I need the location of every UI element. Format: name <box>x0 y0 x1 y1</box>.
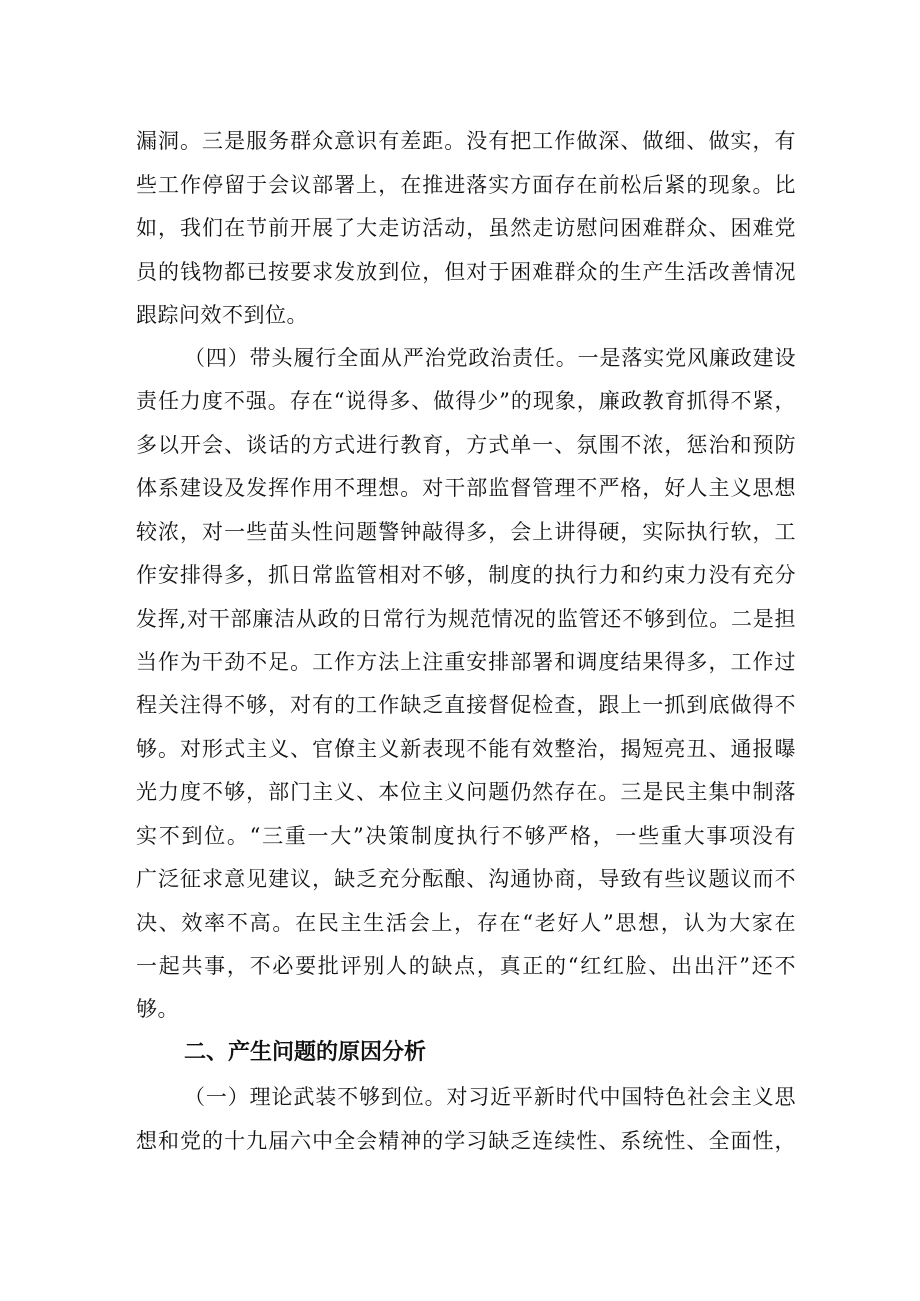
text-line: 够。对形式主义、官僚主义新表现不能有效整治，揭短亮丑、通报曝 <box>136 737 796 761</box>
text-line: 员的钱物都已按要求发放到位，但对于困难群众的生产生活改善情况 <box>136 260 796 284</box>
text-line: 决、效率不高。在民主生活会上，存在“老好人”思想，认为大家在 <box>136 911 796 935</box>
text-line: 当作为干劲不足。工作方法上注重安排部署和调度结果得多，工作过 <box>136 650 796 674</box>
text-line: 较浓，对一些苗头性问题警钟敲得多，会上讲得硬，实际执行软，工 <box>136 520 796 544</box>
text-line: 漏洞。三是服务群众意识有差距。没有把工作做深、做细、做实，有 <box>136 129 796 153</box>
text-line: （四）带头履行全面从严治党政治责任。一是落实党风廉政建设 <box>184 346 796 370</box>
text-line: 作安排得多，抓日常监管相对不够，制度的执行力和约束力没有充分 <box>136 563 796 587</box>
text-line: 发挥,对干部廉洁从政的日常行为规范情况的监管还不够到位。二是担 <box>136 607 796 631</box>
text-line: 够。 <box>136 997 179 1021</box>
text-line: 广泛征求意见建议，缺乏充分酝酿、沟通协商，导致有些议题议而不 <box>136 867 796 891</box>
text-line: 程关注得不够，对有的工作缺乏直接督促检查，跟上一抓到底做得不 <box>136 693 796 717</box>
text-line: 实不到位。“三重一大”决策制度执行不够严格，一些重大事项没有 <box>136 824 796 848</box>
text-line: 体系建设及发挥作用不理想。对干部监督管理不严格，好人主义思想 <box>136 476 796 500</box>
text-line: 一起共事，不必要批评别人的缺点，真正的“红红脸、出出汗”还不 <box>136 954 796 978</box>
text-line: 些工作停留于会议部署上，在推进落实方面存在前松后紧的现象。比 <box>136 173 796 197</box>
text-line: 多以开会、谈话的方式进行教育，方式单一、氛围不浓，惩治和预防 <box>136 433 796 457</box>
text-line: 跟踪问效不到位。 <box>136 303 308 327</box>
text-line: （一）理论武装不够到位。对习近平新时代中国特色社会主义思 <box>184 1085 796 1109</box>
text-line: 想和党的十九届六中全会精神的学习缺乏连续性、系统性、全面性， <box>136 1129 796 1153</box>
text-line: 如，我们在节前开展了大走访活动，虽然走访慰问困难群众、困难党 <box>136 216 796 240</box>
text-line: 光力度不够，部门主义、本位主义问题仍然存在。三是民主集中制落 <box>136 780 796 804</box>
section-heading: 二、产生问题的原因分析 <box>184 1040 427 1065</box>
text-line: 责任力度不强。存在“说得多、做得少”的现象，廉政教育抓得不紧， <box>136 389 796 413</box>
